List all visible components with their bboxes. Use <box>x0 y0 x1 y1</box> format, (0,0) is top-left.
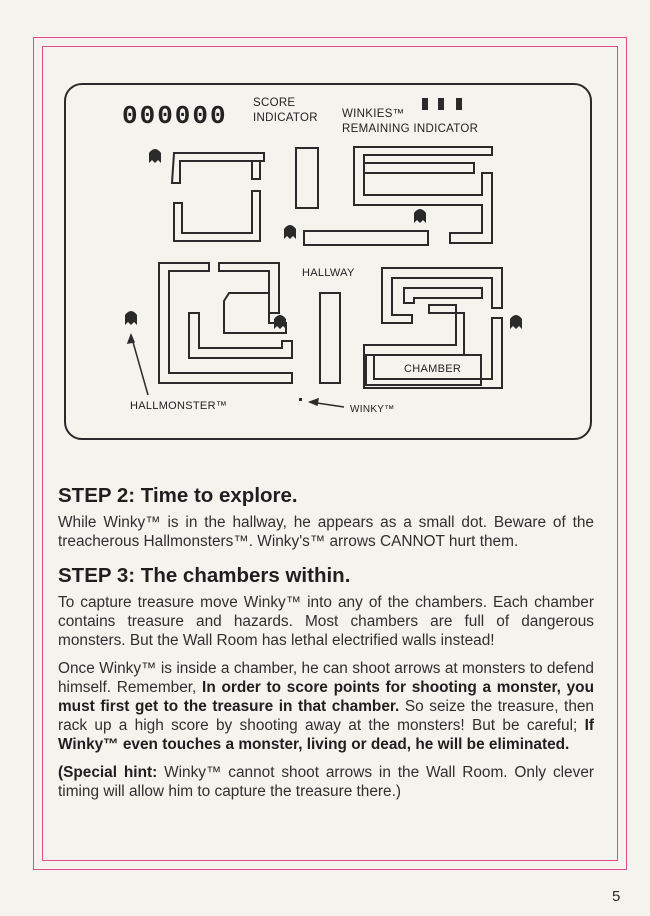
step2-body: While Winky™ is in the hallway, he appears as a small dot. Beware of the treacherous Hallmonsters™. Winky's™ arrows CANNOT hurt them. <box>58 514 594 550</box>
p2-bold-b: In order to score points for shooting a monster, you must first get to the treasure in that chamber. <box>58 679 594 715</box>
p2-text-c: So seize the treasure, then rack up a high score by shooting away at the monsters! But be careful; <box>58 698 594 734</box>
p3-bold-a: (Special hint: <box>58 764 158 781</box>
winkies-label-line1: WINKIES™ <box>342 108 405 120</box>
p2-bold-d: If Winky™ even touches a monster, living or dead, he will be eliminated. <box>58 717 594 753</box>
winkies-label-line2: REMAINING INDICATOR <box>342 123 479 135</box>
chamber-label: CHAMBER <box>404 363 462 375</box>
step3-paragraph-3 <box>58 763 594 801</box>
score-digits: 000000 <box>122 101 228 131</box>
step3-heading: STEP 3: The chambers within. <box>58 564 351 587</box>
p3-text-b: Winky™ cannot shoot arrows in the Wall Room. Only clever timing will allow him to capture the treasure there.) <box>58 764 595 800</box>
step2-heading: STEP 2: Time to explore. <box>58 484 298 507</box>
score-indicator-label <box>253 96 318 126</box>
step3-paragraph-1: To capture treasure move Winky™ into any of the chambers. Each chamber contains treasure and hazards. Most chambers are full of dangerous monsters. But the Wall Room has lethal electrified walls instead! <box>58 594 594 649</box>
winkies-remaining-label <box>342 107 478 137</box>
page-number: 5 <box>612 888 621 905</box>
score-label-line1: SCORE <box>253 97 296 109</box>
p2-text-a: Once Winky™ is inside a chamber, he can shoot arrows at monsters to defend himself. Remember, <box>58 660 594 696</box>
step3-paragraph-2 <box>58 659 594 754</box>
game-maze-diagram <box>64 83 592 440</box>
hallmonster-label: HALLMONSTER™ <box>130 400 228 412</box>
winky-label: WINKY™ <box>350 404 395 415</box>
hallway-label: HALLWAY <box>302 267 355 279</box>
step2-section <box>58 484 594 551</box>
step3-section <box>58 564 594 801</box>
score-label-line2: INDICATOR <box>253 112 318 124</box>
